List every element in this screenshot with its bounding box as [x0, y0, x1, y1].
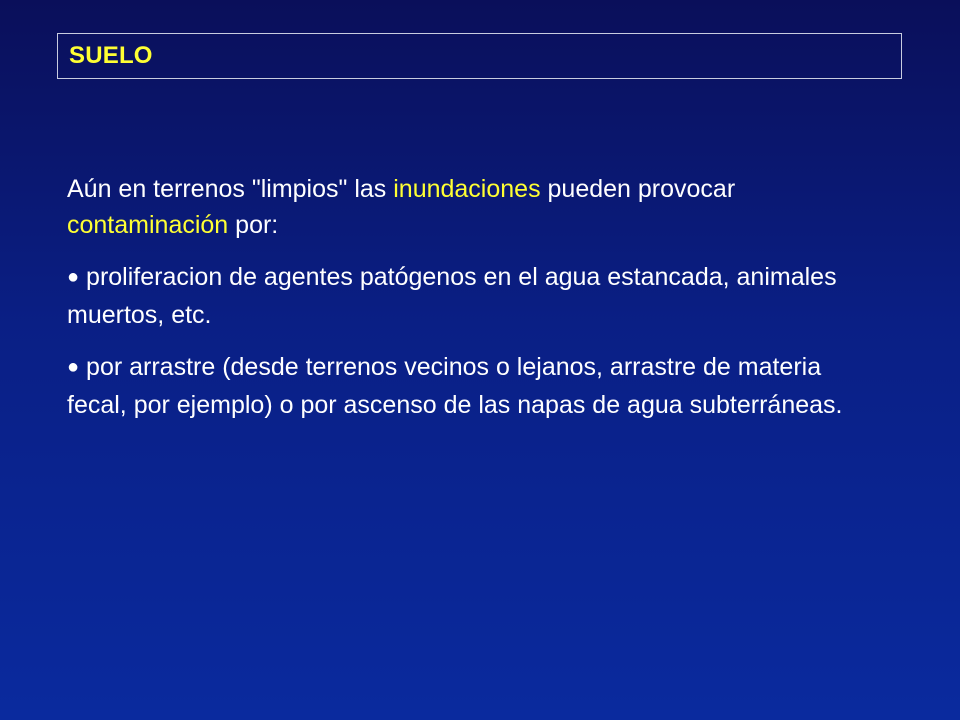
intro-text-part3: por:: [228, 211, 279, 239]
bullet-text: proliferacion de agentes patógenos en el agua estancada, animales muertos, etc.: [67, 263, 837, 329]
bullet-item: [67, 259, 887, 333]
intro-text-part1: Aún en terrenos "limpios" las: [67, 175, 394, 203]
intro-text-part2: pueden provocar: [540, 175, 736, 203]
bullet-text: por arrastre (desde terrenos vecinos o lejanos, arrastre de materia fecal, por ejemplo) o por ascenso de las napas de agua subterráneas.: [67, 353, 843, 419]
intro-highlight-inundaciones: inundaciones: [393, 175, 541, 203]
slide-body: [67, 171, 887, 439]
slide-title-box: [57, 33, 902, 79]
slide-title: SUELO: [69, 42, 153, 69]
bullet-item: [67, 349, 887, 423]
intro-highlight-contaminacion: contaminación: [67, 211, 229, 239]
bullet-icon: ●: [67, 266, 80, 288]
intro-paragraph: [67, 171, 887, 243]
bullet-icon: ●: [67, 356, 80, 378]
